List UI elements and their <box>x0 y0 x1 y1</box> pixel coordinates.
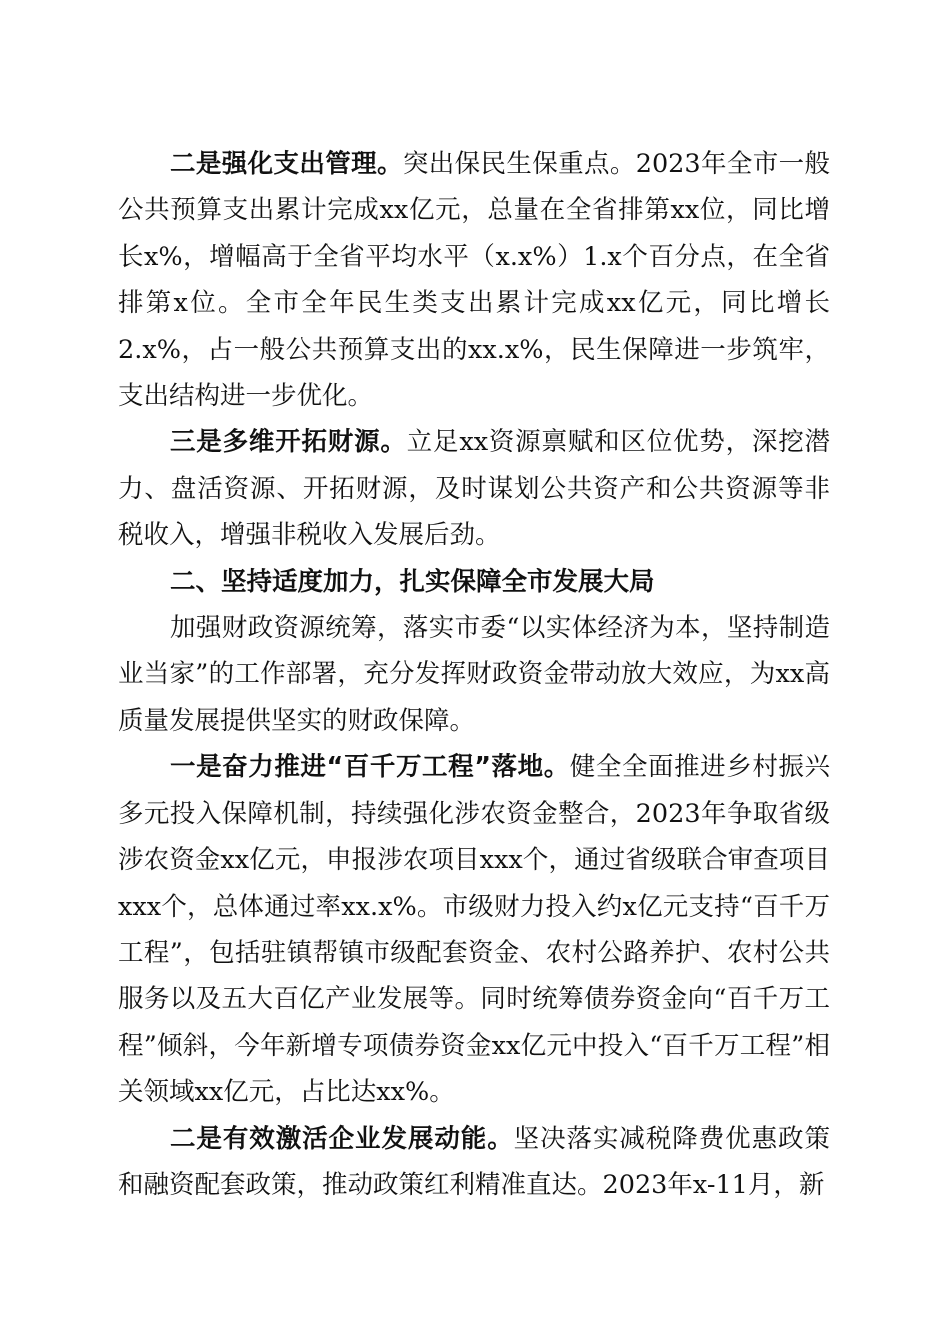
paragraph-lead: 二是有效激活企业发展动能。 <box>170 1123 514 1154</box>
paragraph-enterprise <box>118 1116 830 1209</box>
paragraph-rural-project <box>118 744 830 1115</box>
paragraph-revenue <box>118 419 830 558</box>
paragraph-expenditure <box>118 141 830 419</box>
paragraph-body: 立足xx资源禀赋和区位优势，深挖潜力、盘活资源、开拓财源，及时谋划公共资产和公共资源等非税收入，增强非税收入发展后劲。 <box>118 427 830 551</box>
paragraph-lead: 二是强化支出管理。 <box>170 149 403 179</box>
paragraph-body: 坚决落实减税降费优惠政策和融资配套政策，推动政策红利精准直达。2023年x-11月，新 <box>118 1123 830 1200</box>
document-page <box>118 141 830 1208</box>
paragraph-lead: 一是奋力推进“百千万工程”落地。 <box>170 752 570 783</box>
paragraph-lead: 三是多维开拓财源。 <box>170 427 407 458</box>
section-heading: 二、坚持适度加力，扎实保障全市发展大局 <box>170 566 655 597</box>
paragraph-body: 突出保民生保重点。2023年全市一般公共预算支出累计完成xx亿元，总量在全省排第xx位，同比增长x%，增幅高于全省平均水平（x.x%）1.x个百分点，在全省排第x位。全市全年民生类支出累计完成xx亿元，同比增长2.x%，占一般公共预算支出的xx.x%，民生保障进一步筑牢，支出结构进一步优化。 <box>118 149 830 412</box>
section-intro: 加强财政资源统筹，落实市委“以实体经济为本，坚持制造业当家”的工作部署，充分发挥财政资金带动放大效应，为xx高质量发展提供坚实的财政保障。 <box>118 613 830 736</box>
paragraph-body: 健全全面推进乡村振兴多元投入保障机制，持续强化涉农资金整合，2023年争取省级涉农资金xx亿元，申报涉农项目xxx个，通过省级联合审查项目xxx个，总体通过率xx.x%。市级财力投入约x亿元支持“百千万工程”，包括驻镇帮镇市级配套资金、农村公路养护、农村公共服务以及五大百亿产业发展等。同时统筹债券资金向“百千万工程”倾斜，今年新增专项债券资金xx亿元中投入“百千万工程”相关领域xx亿元，占比达xx%。 <box>118 752 830 1108</box>
